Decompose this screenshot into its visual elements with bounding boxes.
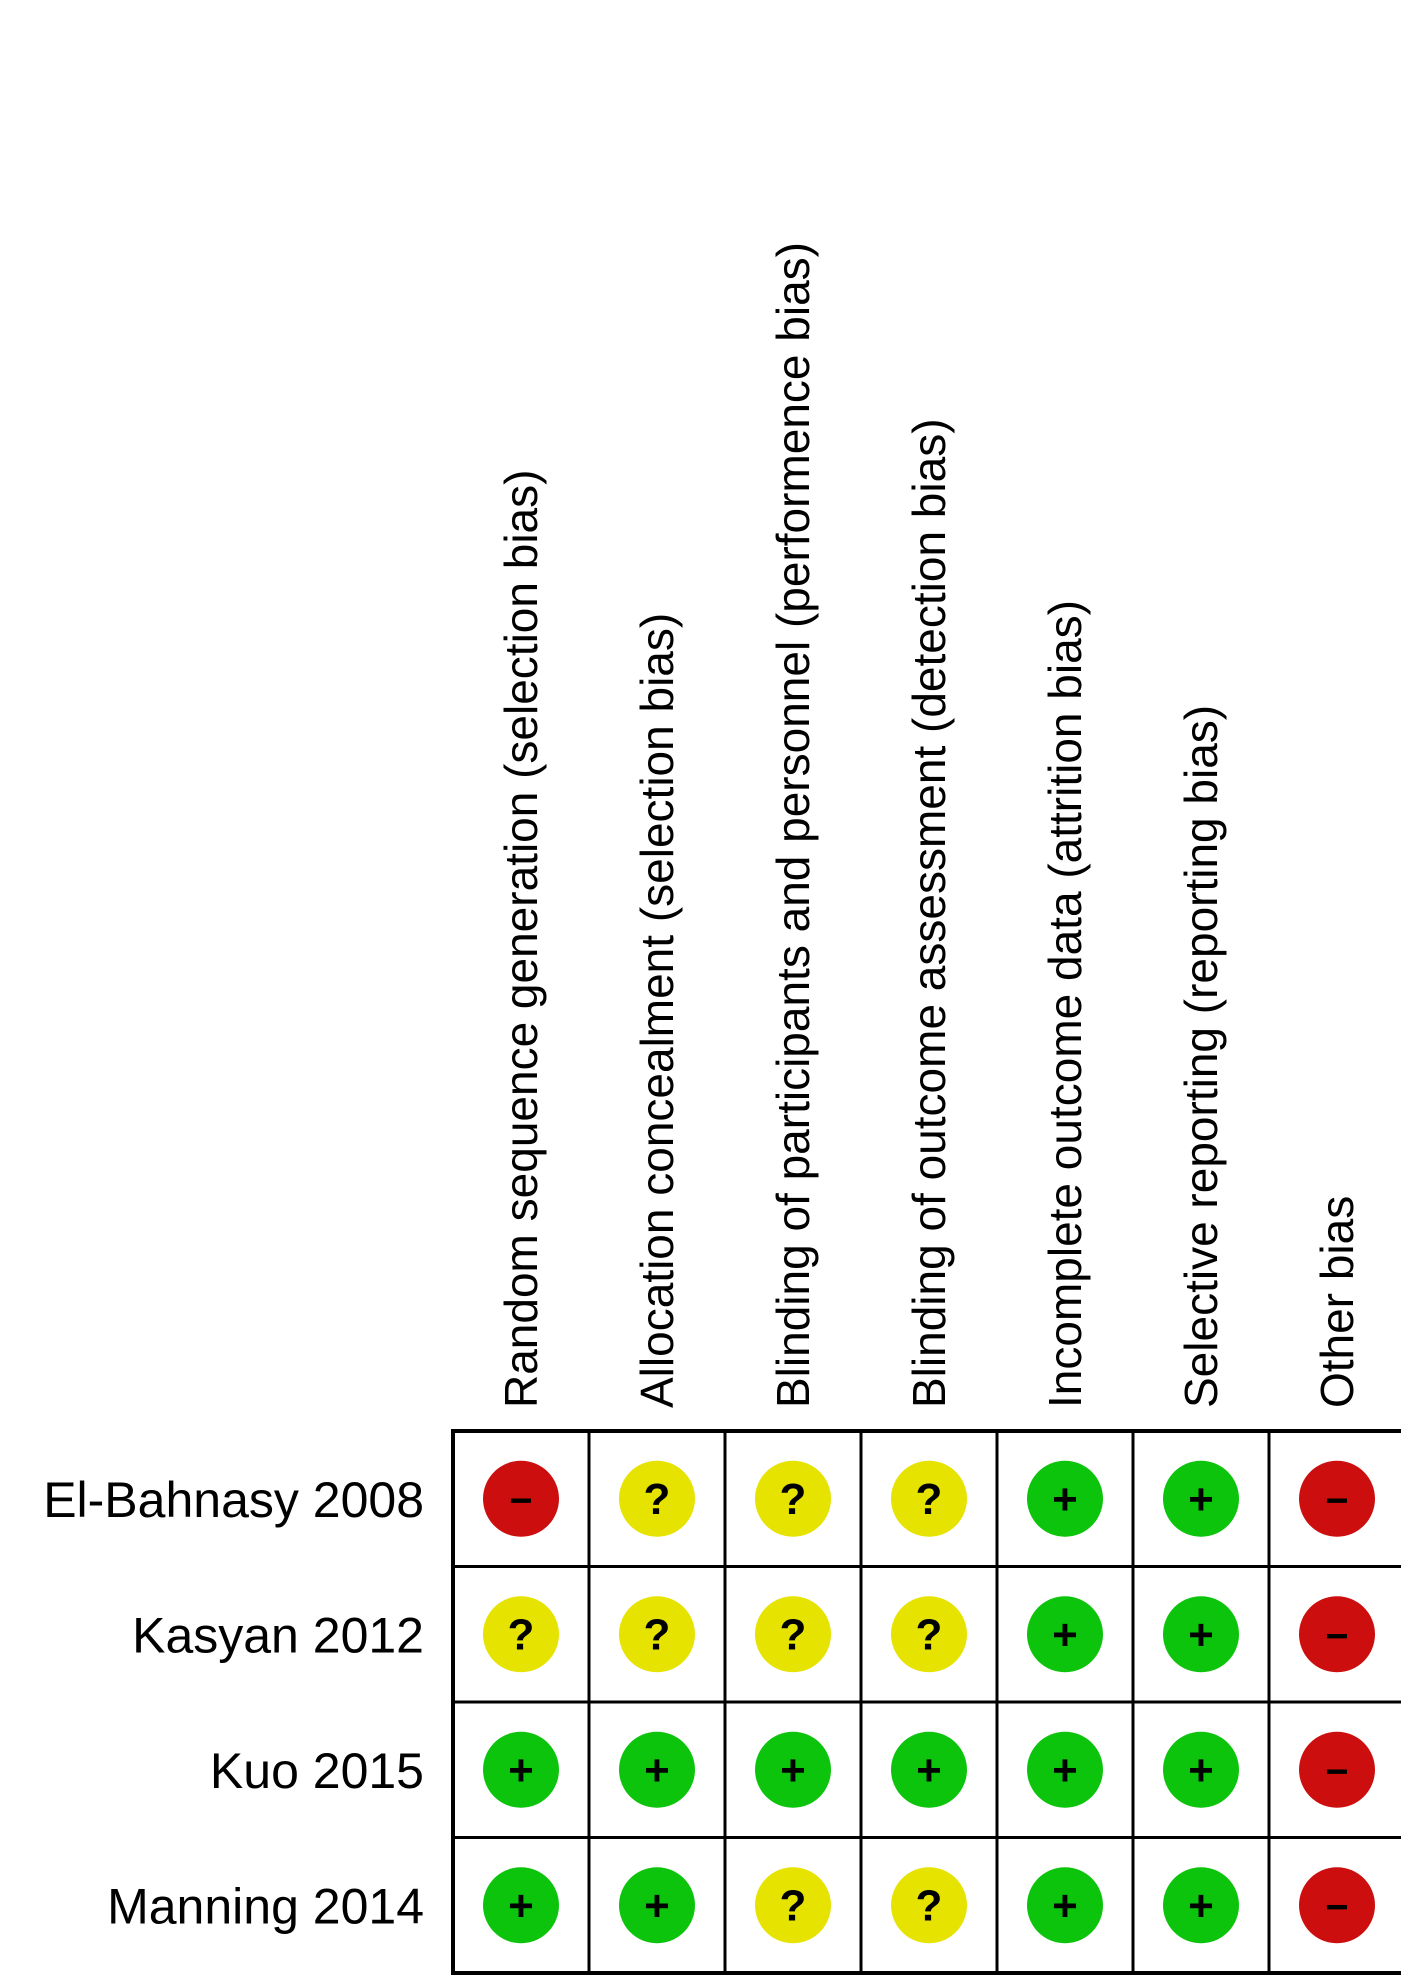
judgement-cell — [453, 1431, 589, 1567]
unclear-risk-symbol: ? — [915, 1610, 943, 1660]
column-label: Blinding of outcome assessment (detection bias) — [903, 418, 955, 1408]
judgement-cell — [1269, 1431, 1401, 1567]
low-risk-symbol: + — [1052, 1474, 1078, 1524]
low-risk-symbol: + — [916, 1745, 942, 1795]
judgement-cell — [997, 1431, 1133, 1567]
judgement-cell — [1269, 1838, 1401, 1974]
low-risk-symbol: + — [508, 1881, 534, 1931]
judgement-cell — [861, 1567, 997, 1703]
unclear-risk-symbol: ? — [643, 1610, 671, 1660]
high-risk-symbol: − — [1325, 1749, 1349, 1794]
low-risk-symbol: + — [644, 1745, 670, 1795]
unclear-risk-symbol: ? — [915, 1474, 943, 1524]
low-risk-symbol: + — [1188, 1745, 1214, 1795]
judgement-cell — [589, 1431, 725, 1567]
column-label: Blinding of participants and personnel (performence bias) — [767, 242, 819, 1408]
study-label: Kuo 2015 — [209, 1742, 424, 1799]
judgement-cell — [861, 1702, 997, 1838]
low-risk-symbol: + — [1188, 1474, 1214, 1524]
unclear-risk-symbol: ? — [779, 1474, 807, 1524]
low-risk-symbol: + — [1052, 1745, 1078, 1795]
low-risk-symbol: + — [508, 1745, 534, 1795]
judgement-cell — [589, 1838, 725, 1974]
judgement-cell — [589, 1567, 725, 1703]
row-labels — [43, 1472, 424, 1935]
column-label: Incomplete outcome data (attrition bias) — [1039, 600, 1091, 1408]
column-label: Random sequence generation (selection bias) — [495, 469, 547, 1408]
judgement-cell — [861, 1838, 997, 1974]
high-risk-symbol: − — [1325, 1885, 1349, 1930]
high-risk-symbol: − — [1325, 1614, 1349, 1659]
study-label: Kasyan 2012 — [132, 1607, 424, 1664]
judgement-cell — [997, 1567, 1133, 1703]
unclear-risk-symbol: ? — [779, 1610, 807, 1660]
low-risk-symbol: + — [1188, 1881, 1214, 1931]
column-labels — [495, 242, 1363, 1408]
low-risk-symbol: + — [644, 1881, 670, 1931]
judgement-cell — [453, 1838, 589, 1974]
judgement-cell — [997, 1702, 1133, 1838]
low-risk-symbol: + — [1052, 1881, 1078, 1931]
column-label: Other bias — [1311, 1195, 1363, 1408]
judgement-cell — [1133, 1838, 1269, 1974]
unclear-risk-symbol: ? — [779, 1881, 807, 1931]
judgement-cell — [997, 1838, 1133, 1974]
judgement-cell — [589, 1702, 725, 1838]
column-label: Selective reporting (reporting bias) — [1175, 704, 1227, 1408]
judgement-cell — [725, 1431, 861, 1567]
judgement-cell — [725, 1567, 861, 1703]
judgement-cell — [861, 1431, 997, 1567]
high-risk-symbol: − — [1325, 1478, 1349, 1523]
judgement-cell — [453, 1567, 589, 1703]
low-risk-symbol: + — [1052, 1610, 1078, 1660]
judgement-cell — [725, 1702, 861, 1838]
low-risk-symbol: + — [780, 1745, 806, 1795]
judgement-cell — [1269, 1702, 1401, 1838]
judgement-cell — [1133, 1567, 1269, 1703]
unclear-risk-symbol: ? — [915, 1881, 943, 1931]
unclear-risk-symbol: ? — [507, 1610, 535, 1660]
unclear-risk-symbol: ? — [643, 1474, 671, 1524]
judgement-grid — [453, 1431, 1401, 1973]
low-risk-symbol: + — [1188, 1610, 1214, 1660]
judgement-cell — [725, 1838, 861, 1974]
judgement-cell — [1269, 1567, 1401, 1703]
column-label: Allocation concealment (selection bias) — [631, 612, 683, 1408]
judgement-cell — [453, 1702, 589, 1838]
judgement-cell — [1133, 1431, 1269, 1567]
high-risk-symbol: − — [509, 1478, 533, 1523]
judgement-cell — [1133, 1702, 1269, 1838]
study-label: El-Bahnasy 2008 — [43, 1471, 424, 1528]
study-label: Manning 2014 — [107, 1878, 424, 1935]
